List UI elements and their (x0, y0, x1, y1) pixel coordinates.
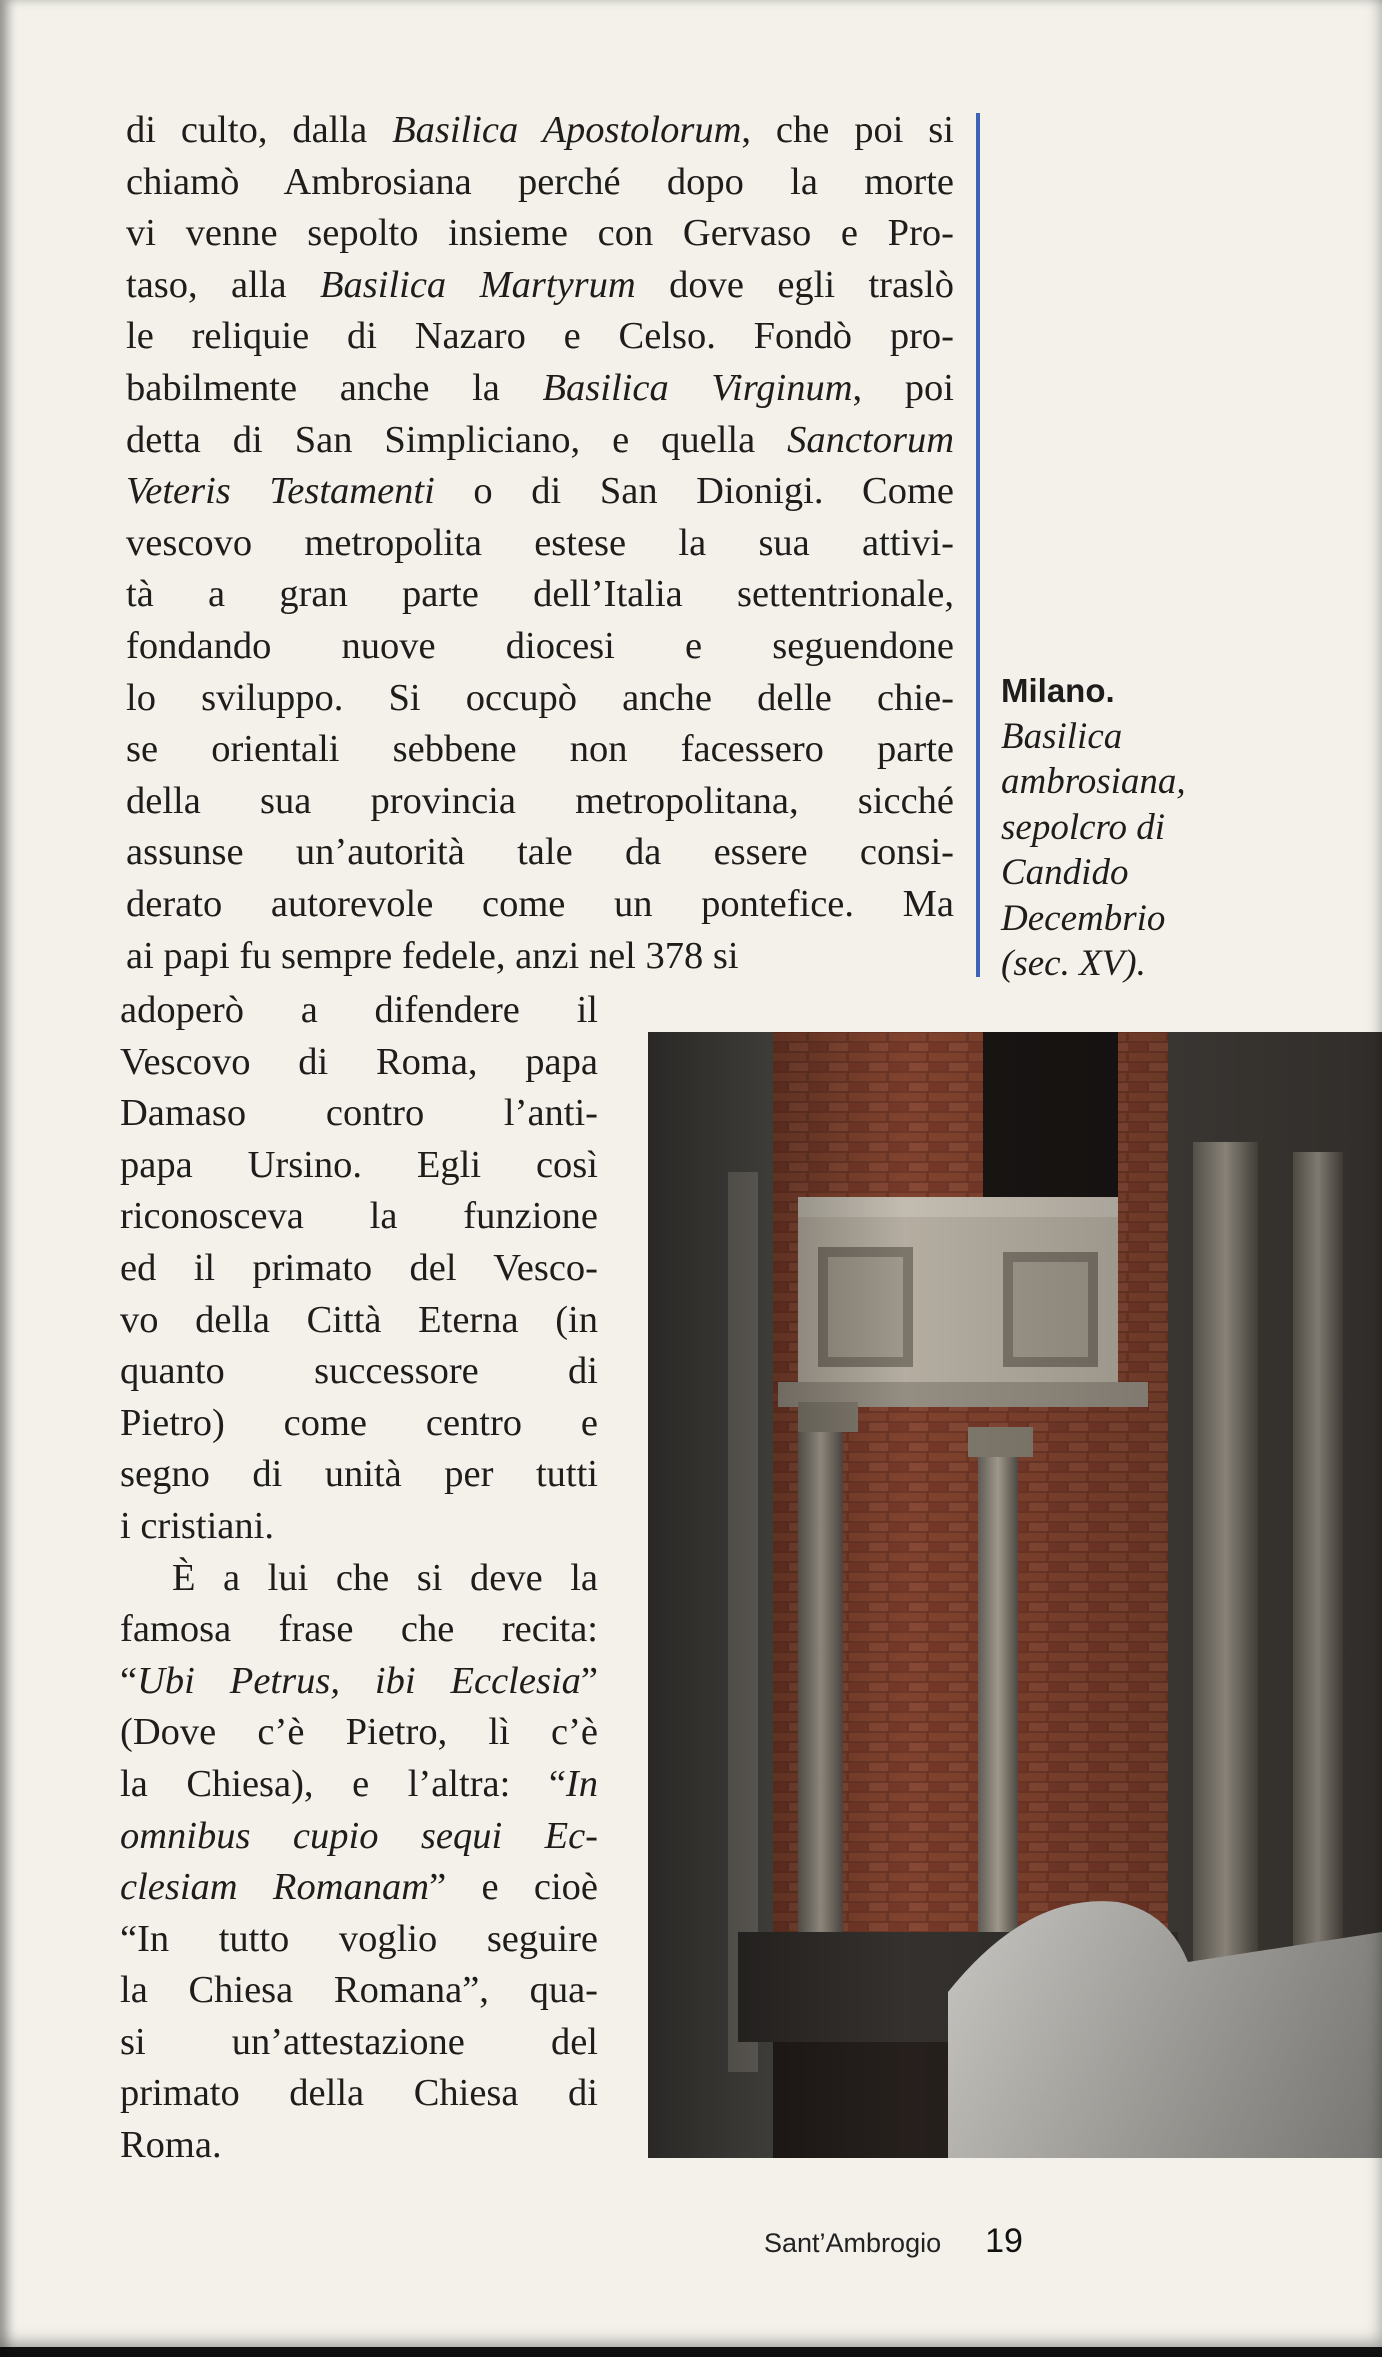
text-line (120, 1914, 598, 1966)
text-run: la Chiesa), e l’altra: “ (120, 1762, 566, 1805)
text-line (120, 2120, 598, 2172)
text-line (126, 518, 954, 570)
italic-text: In (565, 1762, 598, 1805)
text-run: vi venne sepolto insieme con Gervaso e Pro- (126, 212, 954, 255)
text-run: adoperò a difendere il (120, 989, 598, 1031)
text-run: famosa frase che recita: (120, 1608, 598, 1651)
text-line (126, 208, 954, 260)
text-run: vescovo metropolita estese la sua attivi- (126, 521, 954, 564)
text-line (126, 157, 954, 209)
italic-text: omnibus cupio sequi Ec- (120, 1814, 598, 1857)
text-line (120, 1656, 598, 1708)
text-run: , poi (852, 366, 954, 409)
text-line (126, 673, 954, 725)
text-line (120, 1191, 598, 1243)
text-run: di culto, dalla (126, 109, 393, 151)
text-run: i cristiani. (120, 1504, 274, 1547)
text-run: la Chiesa Romana”, qua- (120, 1969, 598, 2012)
text-line (120, 1604, 598, 1656)
text-line (126, 724, 954, 776)
italic-text: clesiam Romanam (120, 1866, 430, 1909)
text-run: “ (120, 1659, 138, 1702)
body-text-upper (126, 105, 954, 982)
text-run: o di San Dionigi. Come (434, 470, 955, 513)
italic-text: Sanctorum (787, 418, 954, 461)
text-run: ” e cioè (429, 1866, 598, 1909)
text-line (126, 827, 954, 879)
text-line (120, 1088, 598, 1140)
text-line (126, 879, 954, 931)
text-line (120, 1759, 598, 1811)
text-line (120, 1295, 598, 1347)
text-run: Vescovo di Roma, papa (120, 1040, 598, 1083)
text-line (120, 1449, 598, 1501)
text-run: (Dove c’è Pietro, lì c’è (120, 1711, 598, 1754)
text-line (120, 1501, 598, 1553)
text-run: ed il primato del Vesco- (120, 1246, 598, 1289)
italic-text: Ubi Petrus, ibi Ecclesia (137, 1659, 581, 1702)
text-run: “In tutto voglio seguire (120, 1917, 598, 1960)
text-line (120, 1965, 598, 2017)
text-line (120, 1398, 598, 1450)
text-run: Pietro) come centro e (120, 1401, 598, 1444)
text-run: riconosceva la funzione (120, 1195, 598, 1238)
text-line (120, 1346, 598, 1398)
text-run: Roma. (120, 2124, 222, 2167)
caption-rule (976, 113, 980, 977)
caption-title: Milano. (1001, 672, 1115, 709)
body-text-lower (120, 985, 598, 2172)
text-line (120, 1862, 598, 1914)
italic-text: Basilica Apostolorum (392, 109, 742, 151)
text-run: fondando nuove diocesi e seguendone (126, 624, 954, 667)
text-line (126, 931, 954, 983)
text-run: È a lui che si deve la (172, 1556, 598, 1599)
text-run: chiamò Ambrosiana perché dopo la morte (126, 160, 954, 203)
text-line (120, 985, 598, 1037)
text-line (120, 2017, 598, 2069)
text-run: primato della Chiesa di (120, 2072, 598, 2115)
italic-text: Basilica Virginum (542, 366, 853, 409)
text-run: tà a gran parte dell’Italia settentrionale, (126, 573, 954, 616)
text-line (120, 2068, 598, 2120)
text-run: si un’attestazione del (120, 2020, 598, 2063)
photo-illustration (648, 1032, 1382, 2158)
text-run: papa Ursino. Egli così (120, 1143, 598, 1186)
text-line (126, 569, 954, 621)
text-line (120, 1243, 598, 1295)
caption-body: Basilica ambrosiana, sepolcro di Candido Decembrio (sec. XV). (1001, 715, 1186, 984)
text-run: ai papi fu sempre fedele, anzi nel 378 si (126, 934, 739, 977)
text-line (120, 1553, 598, 1605)
text-line (126, 415, 954, 467)
text-line (126, 466, 954, 518)
text-run: taso, alla (126, 263, 320, 306)
photo-caption (1001, 668, 1341, 987)
text-run: babilmente anche la (126, 366, 543, 409)
page-number: 19 (985, 2222, 1023, 2260)
text-run: detta di San Simpliciano, e quella (126, 418, 788, 461)
page-bottom-edge (0, 2347, 1382, 2357)
text-run: dove egli traslò (635, 263, 954, 306)
text-run: lo sviluppo. Si occupò anche delle chie- (126, 676, 954, 719)
text-run: vo della Città Eterna (in (120, 1298, 598, 1341)
text-run: della sua provincia metropolitana, sicché (126, 779, 954, 822)
text-line (120, 1037, 598, 1089)
text-run: , che poi si (741, 109, 954, 151)
text-run: derato autorevole come un pontefice. Ma (126, 882, 954, 925)
text-run: se orientali sebbene non facessero parte (126, 728, 954, 771)
text-line (120, 1707, 598, 1759)
text-line (126, 260, 954, 312)
text-run: Damaso contro l’anti- (120, 1092, 598, 1135)
running-title: Sant’Ambrogio (764, 2228, 942, 2258)
text-line (126, 105, 954, 157)
text-line (120, 1140, 598, 1192)
italic-text: Basilica Martyrum (320, 263, 636, 306)
text-line (126, 776, 954, 828)
text-run: assunse un’autorità tale da essere consi- (126, 831, 954, 874)
text-run: le reliquie di Nazaro e Celso. Fondò pro- (126, 315, 954, 358)
page-footer (764, 2222, 1023, 2261)
text-run: ” (580, 1659, 598, 1702)
text-line (126, 621, 954, 673)
text-line (120, 1811, 598, 1863)
text-line (126, 363, 954, 415)
italic-text: Veteris Testamenti (126, 470, 435, 513)
text-line (126, 311, 954, 363)
photo-basilica-tomb (648, 1032, 1382, 2158)
text-run: quanto successore di (120, 1350, 598, 1393)
text-run: segno di unità per tutti (120, 1453, 598, 1496)
